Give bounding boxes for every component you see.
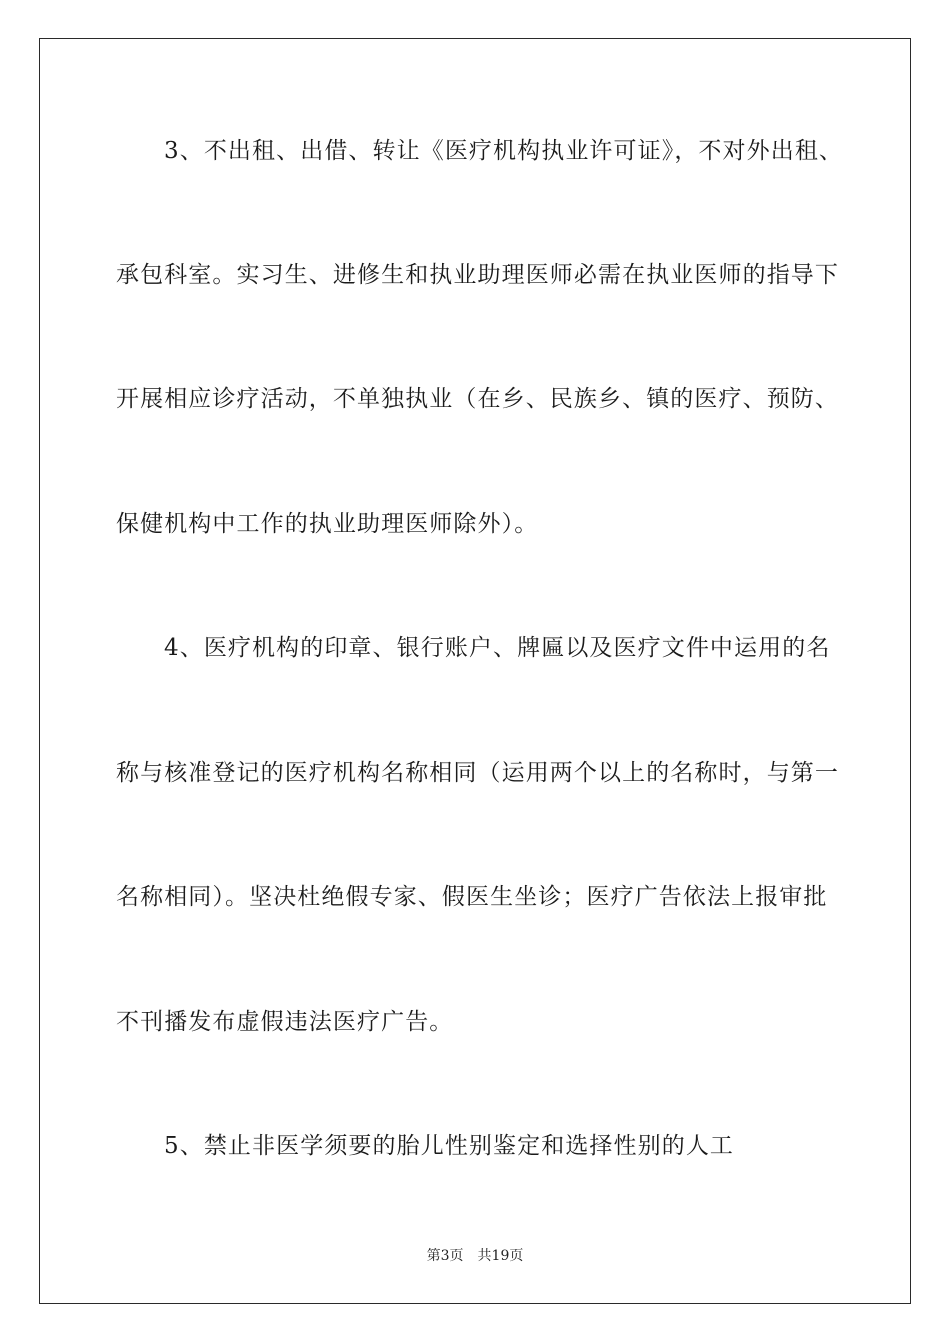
page-footer	[0, 1245, 950, 1265]
text-line: 承包科室。实习生、进修生和执业助理医师必需在执业医师的指导下	[116, 262, 839, 288]
text-line: 保健机构中工作的执业助理医师除外）。	[116, 511, 539, 537]
text-line: 5、禁止非医学须要的胎儿性别鉴定和选择性别的人工	[164, 1133, 735, 1159]
page-border	[39, 38, 911, 1304]
total-pages-label: 共19页	[477, 1248, 524, 1264]
text-line: 4、医疗机构的印章、银行账户、牌匾以及医疗文件中运用的名	[164, 635, 831, 661]
text-line: 3、不出租、出借、转让《医疗机构执业许可证》，不对外出租、	[164, 138, 844, 164]
text-line: 不刊播发布虚假违法医疗广告。	[116, 1009, 454, 1035]
text-line: 开展相应诊疗活动，不单独执业（在乡、民族乡、镇的医疗、预防、	[116, 386, 839, 412]
current-page-label: 第3页	[426, 1248, 464, 1264]
text-line: 名称相同）。坚决杜绝假专家、假医生坐诊；医疗广告依法上报审批	[116, 884, 828, 910]
text-line: 称与核准登记的医疗机构名称相同（运用两个以上的名称时，与第一	[116, 760, 839, 786]
